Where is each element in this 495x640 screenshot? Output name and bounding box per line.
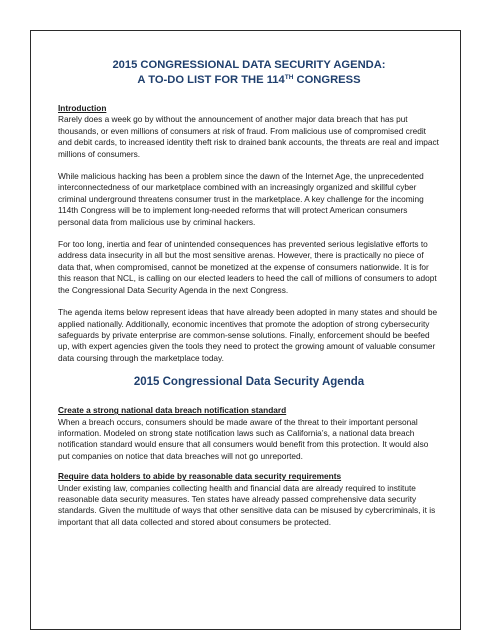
document-title	[58, 58, 440, 88]
agenda-item-2-heading: Require data holders to abide by reasonable data security requirements	[58, 471, 342, 482]
agenda-item-1-heading: Create a strong national data breach notification standard	[58, 405, 287, 416]
intro-paragraph-4: The agenda items below represent ideas that have already been adopted in many states and should be applied nationally. Additionally, economic incentives that promote the adoption of strong cybersecurity safeguards by private enterprise are common-sense solutions. Finally, enforcement should be beefed up, with expert agencies given the tools they need to protect the growing amount of valuable consumer data coursing through the marketplace today.	[58, 307, 438, 363]
agenda-item-2-body: Under existing law, companies collecting health and financial data are already required to institute reasonable data security measures. Ten states have already passed comprehensive data security standards. Given the multitude of ways that other sensitive data can be misused by cybercriminals, it is important that all data collected and stored about consumers be protected.	[58, 482, 436, 527]
agenda-title: 2015 Congressional Data Security Agenda	[133, 376, 365, 389]
title-line-1: 2015 CONGRESSIONAL DATA SECURITY AGENDA:	[112, 59, 386, 71]
agenda-item-1-body: When a breach occurs, consumers should be made aware of the threat to their important personal information. Modeled on strong state notification laws such as California’s, a national data breach notification standard would ensure that all consumers would benefit from this protection. It would also put companies on notice that data breaches will not go unreported.	[58, 416, 429, 461]
document-body	[58, 58, 440, 528]
title-line-2-prefix: A TO-DO LIST FOR THE 114	[137, 74, 285, 86]
intro-heading: Introduction	[58, 103, 107, 113]
intro-paragraph-1: Rarely does a week go by without the announcement of another major data breach that has put thousands, or even millions of consumers at risk of fraud. From malicious use of compromised credit and debit cards, to increased identity theft risk to drained bank accounts, the threats are real and impact millions of consumers.	[58, 114, 439, 159]
intro-paragraph-3: For too long, inertia and fear of unintended consequences has prevented serious legislative efforts to address data insecurity in all but the most sensitive arenas. However, there is practically no piece of data that, when compromised, cannot be monetized at the expense of consumers nationwide. It is for this reason that NCL, is calling on our elected leaders to heed the call of millions of consumers to adopt the Congressional Data Security Agenda in the next Congress.	[58, 239, 437, 295]
title-line-2-suffix: CONGRESS	[293, 74, 361, 86]
title-line-2	[58, 73, 440, 88]
title-superscript: TH	[284, 74, 294, 81]
intro-paragraph-2: While malicious hacking has been a problem since the dawn of the Internet Age, the unprecedented interconnectedness of our marketplace combined with an increasingly organized and skillful cyber criminal underground threatens consumer trust in the marketplace. A key challenge for the incoming 114th Congress will be to implement long-needed reforms that will protect American consumers personal data from malicious use by criminal hackers.	[58, 171, 424, 227]
section-spacer	[58, 462, 440, 471]
